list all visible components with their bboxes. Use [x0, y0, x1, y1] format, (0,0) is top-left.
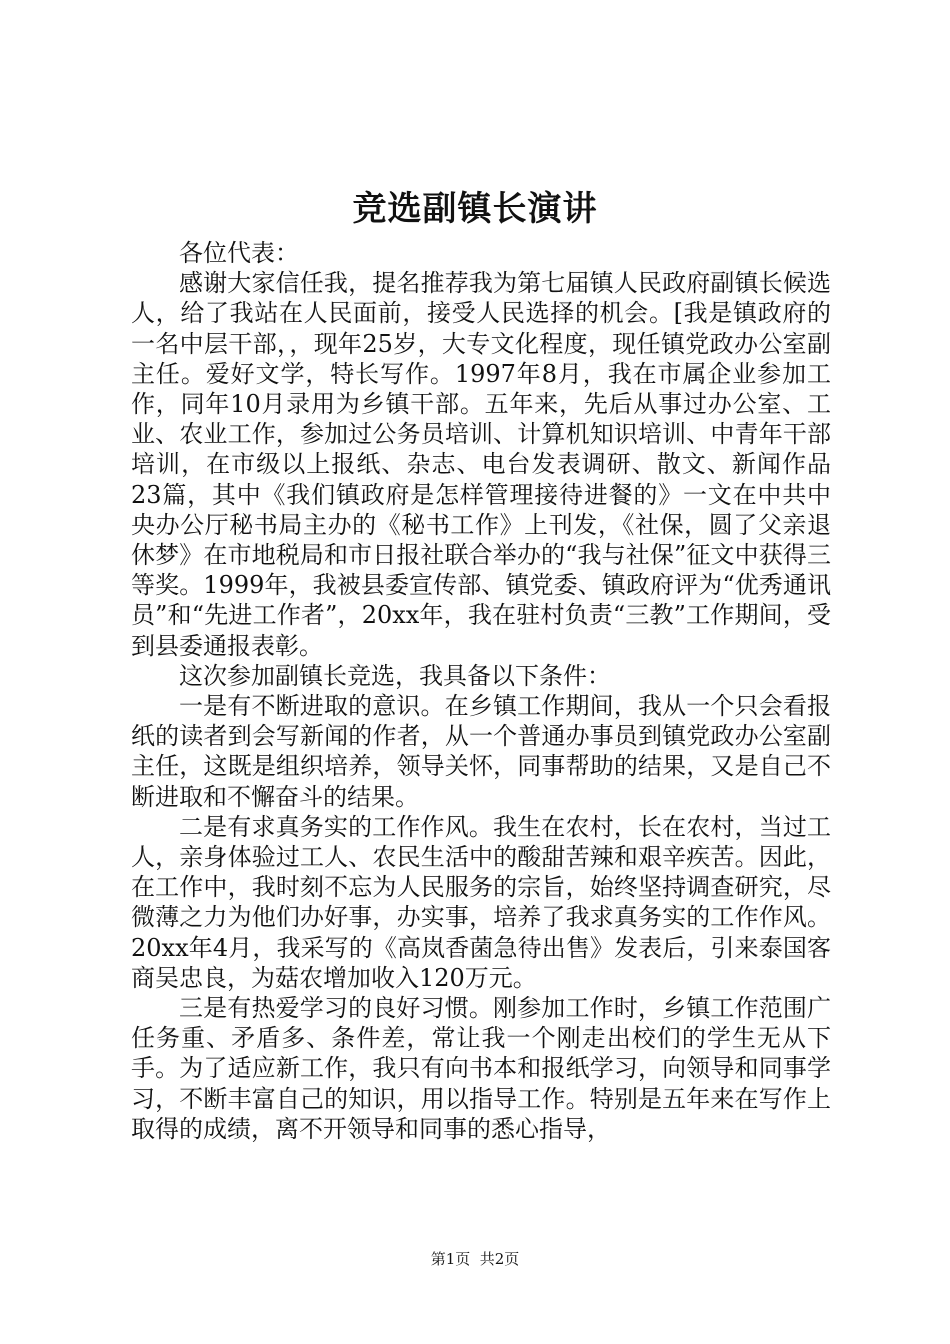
paragraph-condition-two: 二是有求真务实的工作作风。我生在农村，长在农村，当过工人，亲身体验过工人、农民生活中的酸甜苦辣和艰辛疾苦。因此，在工作中，我时刻不忘为人民服务的宗旨，始终坚持调查研究，尽微薄之力为他们办好事，办实事，培养了我求真务实的工作作风。20xx年4月，我采写的《高岚香菌急待出售》发表后，引来泰国客商吴忠良，为菇农增加收入120万元。: [131, 812, 831, 992]
paragraph-salutation: 各位代表：: [179, 239, 299, 267]
paragraph-conditions-intro: 这次参加副镇长竞选，我具备以下条件：: [179, 661, 611, 690]
paragraph-condition-three: 三是有热爱学习的良好习惯。刚参加工作时，乡镇工作范围广任务重、矛盾多、条件差，常让我一个刚走出校们的学生无从下手。为了适应新工作，我只有向书本和报纸学习，向领导和同事学习，不断丰富自己的知识，用以指导工作。特别是五年来在写作上取得的成绩，离不开领导和同事的悉心指导，: [131, 994, 831, 1143]
page-title: 竞选副镇长演讲: [352, 189, 598, 229]
page-footer: [0, 1249, 950, 1269]
paragraph-introduction: 感谢大家信任我，提名推荐我为第七届镇人民政府副镇长候选人，给了我站在人民面前，接受人民选择的机会。[我是镇政府的一名中层干部，，现年25岁，大专文化程度，现任镇党政办公室副主任。爱好文学，特长写作。1997年8月，我在市属企业参加工作，同年10月录用为乡镇干部。五年来，先后从事过办公室、工业、农业工作，参加过公务员培训、计算机知识培训、中青年干部培训，在市级以上报纸、杂志、电台发表调研、散文、新闻作品23篇，其中《我们镇政府是怎样管理接待进餐的》一文在中共中央办公厅秘书局主办的《秘书工作》上刊发，《社保，圆了父亲退休梦》在市地税局和市日报社联合举办的“我与社保”征文中获得三等奖。1999年，我被县委宣传部、镇党委、镇政府评为“优秀通讯员”和“先进工作者”，20xx年，我在驻村负责“三教”工作期间，受到县委通报表彰。: [131, 269, 831, 660]
page-number: 第1页 共2页: [430, 1250, 520, 1268]
paragraph-condition-one: 一是有不断进取的意识。在乡镇工作期间，我从一个只会看报纸的读者到会写新闻的作者，从一个普通办事员到镇党政办公室副主任，这既是组织培养，领导关怀，同事帮助的结果，又是自己不断进取和不懈奋斗的结果。: [131, 692, 831, 811]
document-body: [131, 238, 831, 1144]
